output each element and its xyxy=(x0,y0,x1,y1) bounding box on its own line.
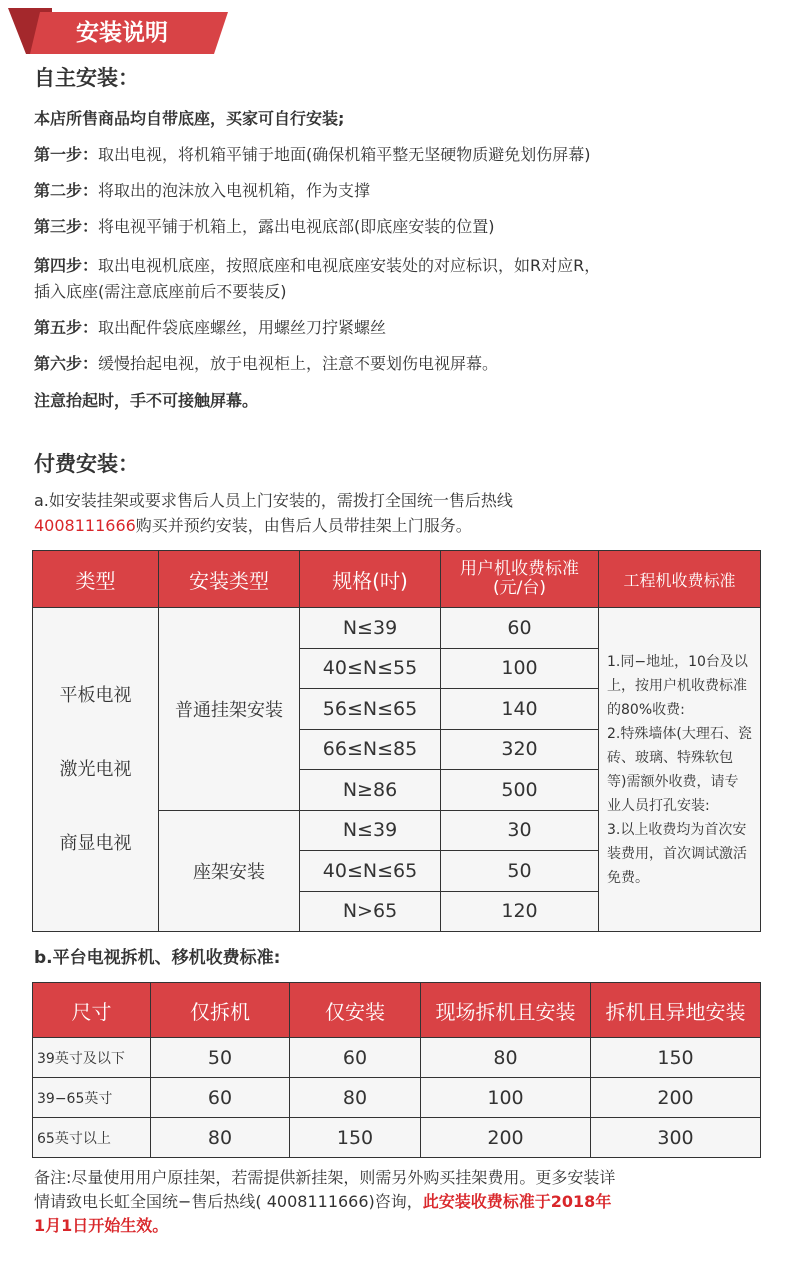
step-2: 第二步：将取出的泡沫放入电视机箱，作为支撑 xyxy=(34,181,371,200)
tv-types: 平板电视 激光电视 商显电视 xyxy=(33,608,159,932)
step-1: 第一步：取出电视，将机箱平铺于地面(确保机箱平整无坚硬物质避免划伤屏幕) xyxy=(34,145,591,164)
step-4-cont: 插入底座(需注意底座前后不要装反) xyxy=(34,282,287,301)
paid-a-line1: a.如安装挂架或要求售后人员上门安装的，需拨打全国统一售后热线 xyxy=(34,491,513,510)
table-row: 65英寸以上 80 150 200 300 xyxy=(33,1118,761,1158)
table-row: 39−65英寸 60 80 100 200 xyxy=(33,1078,761,1118)
step-4: 第四步：取出电视机底座，按照底座和电视底座安装处的对应标识，如R对应R， xyxy=(34,256,601,275)
table-row: 40≤N≤55 100 xyxy=(33,648,761,689)
footnote-line1: 备注:尽量使用用户原挂架，若需提供新挂架，则需另外购买挂架费用。更多安装详 xyxy=(34,1168,616,1187)
table-row: 座架安装 N≤39 30 xyxy=(33,810,761,851)
footnote-effective-date: 1月1日开始生效。 xyxy=(34,1216,169,1235)
table-row: N≥86 500 xyxy=(33,770,761,811)
warning: 注意抬起时，手不可接触屏幕。 xyxy=(34,391,259,410)
step-6: 第六步：缓慢抬起电视，放于电视柜上，注意不要划伤电视屏幕。 xyxy=(34,354,499,373)
table-header: 类型 安装类型 规格(吋) 用户机收费标准 (元/台) 工程机收费标准 xyxy=(33,551,761,608)
table-row: 56≤N≤65 140 xyxy=(33,689,761,730)
table-row: 39英寸及以下 50 60 80 150 xyxy=(33,1038,761,1078)
paid-install-title: 付费安装： xyxy=(34,452,139,476)
table-header: 尺寸 仅拆机 仅安装 现场拆机且安装 拆机且异地安装 xyxy=(33,983,761,1038)
step-3: 第三步：将电视平铺于机箱上，露出电视底部(即底座安装的位置) xyxy=(34,217,495,236)
self-install-intro: 本店所售商品均自带底座，买家可自行安装; xyxy=(34,109,345,128)
table-row: 40≤N≤65 50 xyxy=(33,851,761,892)
wall-mount-fee-table xyxy=(32,550,761,932)
table2-title: b.平台电视拆机、移机收费标准: xyxy=(34,948,281,968)
self-install-title: 自主安装： xyxy=(34,66,139,90)
project-fee-notes: 1.同−地址，10台及以上，按用户机收费标准的80%收费: 2.特殊墙体(大理石、瓷砖、玻璃、特殊软包等)需额外收费，请专业人员打孔安装: 3.以上收费均为首次安装费用，首次调试激活免费。 xyxy=(599,608,761,932)
hotline: 4008111666 xyxy=(34,516,136,535)
dismantle-fee-table xyxy=(32,982,761,1158)
banner-title: 安装说明 xyxy=(76,20,168,46)
table-row: N>65 120 xyxy=(33,891,761,932)
table-row: 66≤N≤85 320 xyxy=(33,729,761,770)
table-row: 平板电视 激光电视 商显电视 普通挂架安装 N≤39 60 1.同−地址，10台及以上，按用户机收费标准的80%收费: 2.特殊墙体(大理石、瓷砖、玻璃、特殊软包等)需额外收费，请专业人员打孔安装: 3.以上收费均为首次安装费用，首次调试激活免费。 xyxy=(33,608,761,649)
paid-a-line2: 4008111666购买并预约安装，由售后人员带挂架上门服务。 xyxy=(34,516,472,535)
footnote-line2: 情请致电长虹全国统−售后热线( 4008111666)咨询，此安装收费标准于2018年 xyxy=(34,1192,612,1211)
step-5: 第五步：取出配件袋底座螺丝，用螺丝刀拧紧螺丝 xyxy=(34,318,387,337)
